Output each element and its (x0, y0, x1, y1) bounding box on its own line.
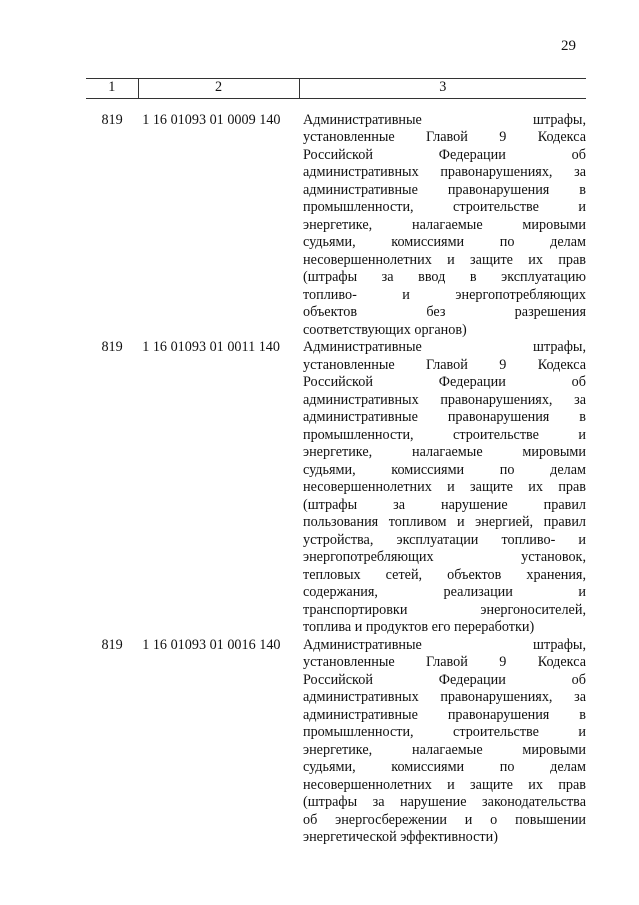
column-header-2: 2 (138, 79, 299, 99)
description-line: административных правонарушениях, за (303, 689, 586, 705)
budget-code-cell: 1 16 01093 01 0016 140 (142, 636, 281, 653)
description-line: судьями, комиссиями по делам (303, 234, 586, 250)
description-line: административные правонарушения в (303, 409, 586, 425)
description-line: энергетической эффективности) (303, 829, 498, 845)
budget-code-cell: 1 16 01093 01 0009 140 (142, 111, 281, 128)
description-line: административные правонарушения в (303, 706, 586, 723)
description-line: транспортировки энергоносителей, (303, 601, 586, 618)
table-header-row (86, 79, 586, 99)
description-line: (штрафы за нарушение законодательства (303, 794, 586, 810)
description-line: топливо- и энергопотребляющих (303, 286, 586, 303)
description-line: Российской Федерации об (303, 671, 586, 688)
description-line: содержания, реализации и (303, 584, 586, 600)
description-cell (299, 637, 586, 847)
budget-codes-table (86, 78, 586, 847)
description-line: тепловых сетей, объектов хранения, (303, 566, 586, 583)
description-line: административные правонарушения в (303, 181, 586, 198)
description-line: соответствующих органов) (303, 321, 467, 338)
column-header-3: 3 (299, 79, 586, 99)
description-line: энергетике, налагаемые мировыми (303, 216, 586, 233)
description-line: Российской Федерации об (303, 374, 586, 390)
description-line: (штрафы за нарушение правил (303, 496, 586, 513)
description-line: объектов без разрешения (303, 304, 586, 320)
description-line: об энергосбережении и о повышении (303, 811, 586, 828)
table-row (86, 98, 586, 339)
description-line: Административные штрафы, (303, 339, 586, 355)
description-line: административных правонарушениях, за (303, 164, 586, 180)
description-line: промышленности, строительстве и (303, 199, 586, 215)
column-header-1: 1 (86, 79, 138, 99)
description-line: Российской Федерации об (303, 146, 586, 163)
description-line: пользования топливом и энергией, правил (303, 514, 586, 530)
table-row (86, 339, 586, 637)
description-line: энергетике, налагаемые мировыми (303, 741, 586, 758)
description-line: судьями, комиссиями по делам (303, 759, 586, 775)
description-line: несовершеннолетних и защите их прав (303, 479, 586, 495)
description-line: Административные штрафы, (303, 636, 586, 653)
description-line: энергопотребляющих установок, (303, 549, 586, 565)
admin-code-cell: 819 (101, 111, 123, 128)
description-line: судьями, комиссиями по делам (303, 461, 586, 478)
description-line: установленные Главой 9 Кодекса (303, 129, 586, 145)
description-cell (299, 339, 586, 637)
description-line: устройства, эксплуатации топливо- и (303, 531, 586, 548)
description-line: Административные штрафы, (303, 111, 586, 128)
budget-code-cell: 1 16 01093 01 0011 140 (142, 339, 280, 355)
description-line: административных правонарушениях, за (303, 391, 586, 408)
description-line: топлива и продуктов его переработки) (303, 619, 535, 635)
description-line: (штрафы за ввод в эксплуатацию (303, 269, 586, 285)
page-number: 29 (561, 38, 576, 54)
description-line: промышленности, строительстве и (303, 724, 586, 740)
description-line: несовершеннолетних и защите их прав (303, 251, 586, 268)
admin-code-cell: 819 (101, 339, 123, 355)
description-line: несовершеннолетних и защите их прав (303, 776, 586, 793)
description-line: энергетике, налагаемые мировыми (303, 444, 586, 460)
description-line: промышленности, строительстве и (303, 426, 586, 443)
description-line: установленные Главой 9 Кодекса (303, 654, 586, 670)
description-cell (299, 98, 586, 339)
table-body (86, 98, 586, 847)
admin-code-cell: 819 (101, 636, 123, 653)
table-row (86, 637, 586, 847)
description-line: установленные Главой 9 Кодекса (303, 356, 586, 373)
